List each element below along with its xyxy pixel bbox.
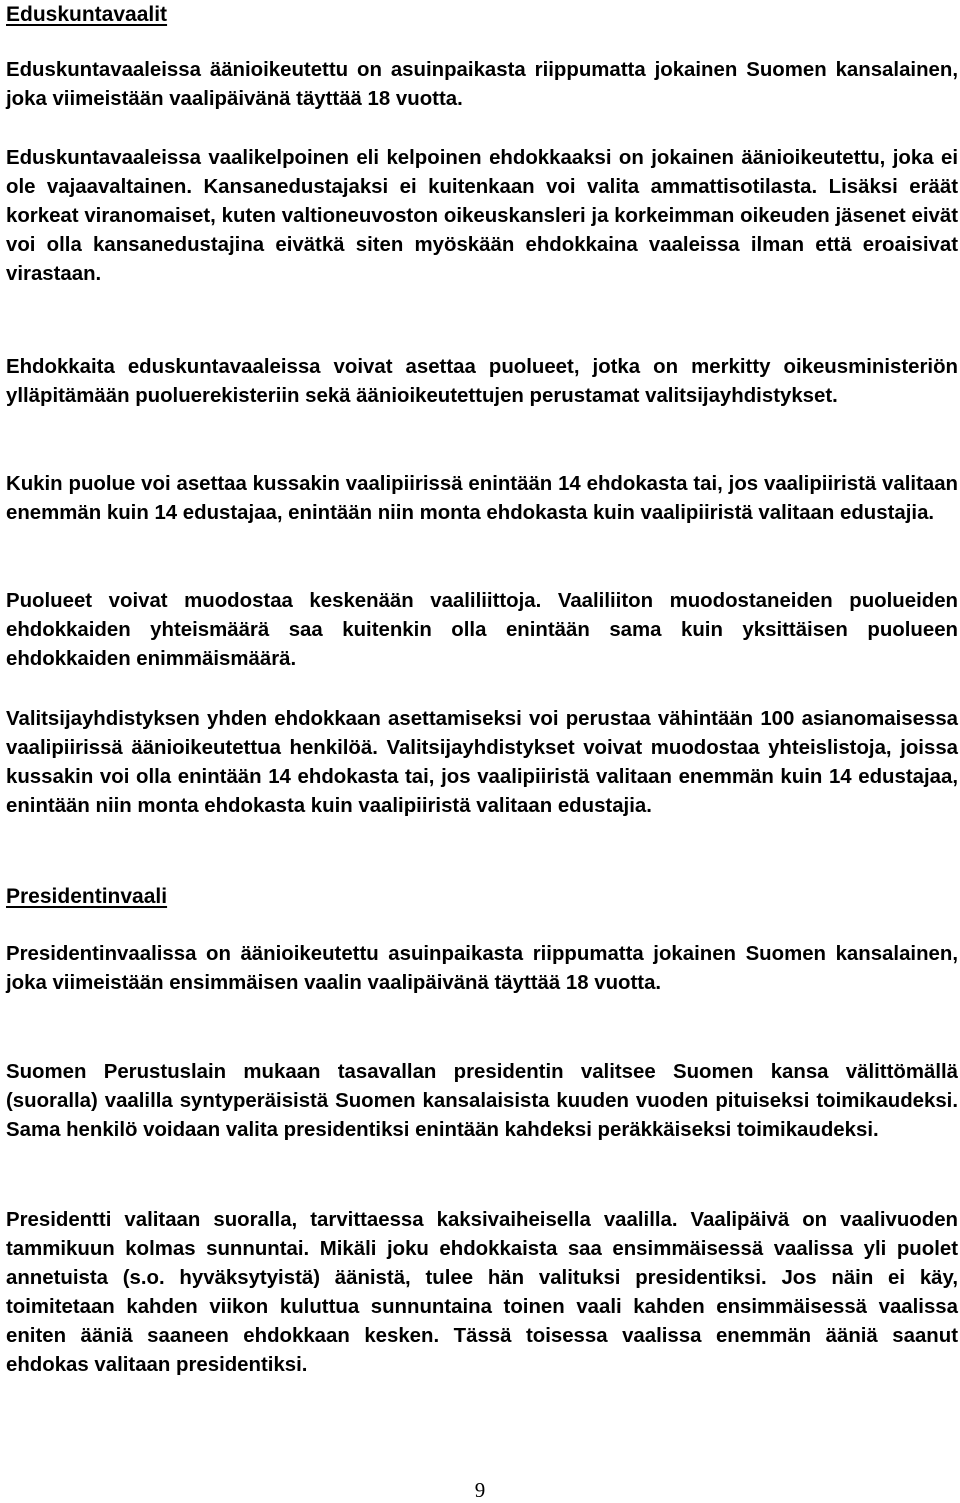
section-title-eduskuntavaalit: Eduskuntavaalit — [6, 3, 168, 26]
paragraph-presidential-election-procedure: Presidentti valitaan suoralla, tarvittaessa kaksivaiheisella vaalilla. Vaalipäivä on vaalivuoden tammikuun kolmas sunnuntai. Mikäli joku ehdokkaista saa ensimmäisessä vaalissa yli puolet annetuista (s.o. hyväksytyistä) äänistä, tulee hän valituksi presidentiksi. Jos näin ei käy, toimitetaan kahden viikon kuluttua sunnuntaina toinen vaali kahden ensimmäisessä vaalissa eniten ääniä saaneen ehdokkaan kesken. Tässä toisessa vaalissa enemmän ääniä saanut ehdokas valitaan presidentiksi. — [6, 1209, 958, 1376]
paragraph-presidential-term: Suomen Perustuslain mukaan tasavallan presidentin valitsee Suomen kansa välittömällä (suoralla) vaalilla syntyperäisistä Suomen kansalaisista kuuden vuoden pituiseksi toimikaudeksi. Sama henkilö voidaan valita presidentiksi enintään kahdeksi peräkkäiseksi toimikaudeksi. — [6, 1061, 958, 1141]
section-title-presidentinvaali: Presidentinvaali — [6, 885, 168, 908]
paragraph-candidate-limit: Kukin puolue voi asettaa kussakin vaalipiirissä enintään 14 ehdokasta tai, jos vaalipiiristä valitaan enemmän kuin 14 edustajaa, enintään niin monta ehdokasta kuin vaalipiiristä valitaan edustajia. — [6, 473, 958, 524]
page-number: 9 — [474, 1478, 486, 1502]
paragraph-electoral-alliances: Puolueet voivat muodostaa keskenään vaaliliittoja. Vaaliliiton muodostaneiden puolueiden ehdokkaiden yhteismäärä saa kuitenkin olla enintään sama kuin yksittäisen puolueen ehdokkaiden enimmäismäärä. — [6, 590, 958, 670]
paragraph-eligibility: Eduskuntavaaleissa vaalikelpoinen eli kelpoinen ehdokkaaksi on jokainen äänioikeutettu, joka ei ole vajaavaltainen. Kansanedustajaksi ei kuitenkaan voi valita ammattisotilasta. Lisäksi eräät korkeat viranomaiset, kuten valtioneuvoston oikeuskansleri ja korkeimman oikeuden jäsenet eivät voi olla kansanedustajina eivätkä siten myöskään ehdokkaina vaaleissa ilman että eroaisivat virastaan. — [6, 147, 958, 285]
paragraph-voting-right: Eduskuntavaaleissa äänioikeutettu on asuinpaikasta riippumatta jokainen Suomen kansalainen, joka viimeistään vaalipäivänä täyttää 18 vuotta. — [6, 59, 958, 110]
paragraph-presidential-voting-right: Presidentinvaalissa on äänioikeutettu asuinpaikasta riippumatta jokainen Suomen kansalainen, joka viimeistään ensimmäisen vaalin vaalipäivänä täyttää 18 vuotta. — [6, 943, 958, 994]
paragraph-nominating-parties: Ehdokkaita eduskuntavaaleissa voivat asettaa puolueet, jotka on merkitty oikeusministeriön ylläpitämään puoluerekisteriin sekä äänioikeutettujen perustamat valitsijayhdistykset. — [6, 356, 958, 407]
paragraph-constituency-associations: Valitsijayhdistyksen yhden ehdokkaan asettamiseksi voi perustaa vähintään 100 asianomaisessa vaalipiirissä äänioikeutettua henkilöä. Valitsijayhdistykset voivat muodostaa yhteislistoja, joissa kussakin voi olla enintään 14 ehdokasta tai, jos vaalipiiristä valitaan enemmän kuin 14 edustajaa, enintään niin monta ehdokasta kuin vaalipiiristä valitaan edustajia. — [6, 708, 958, 817]
